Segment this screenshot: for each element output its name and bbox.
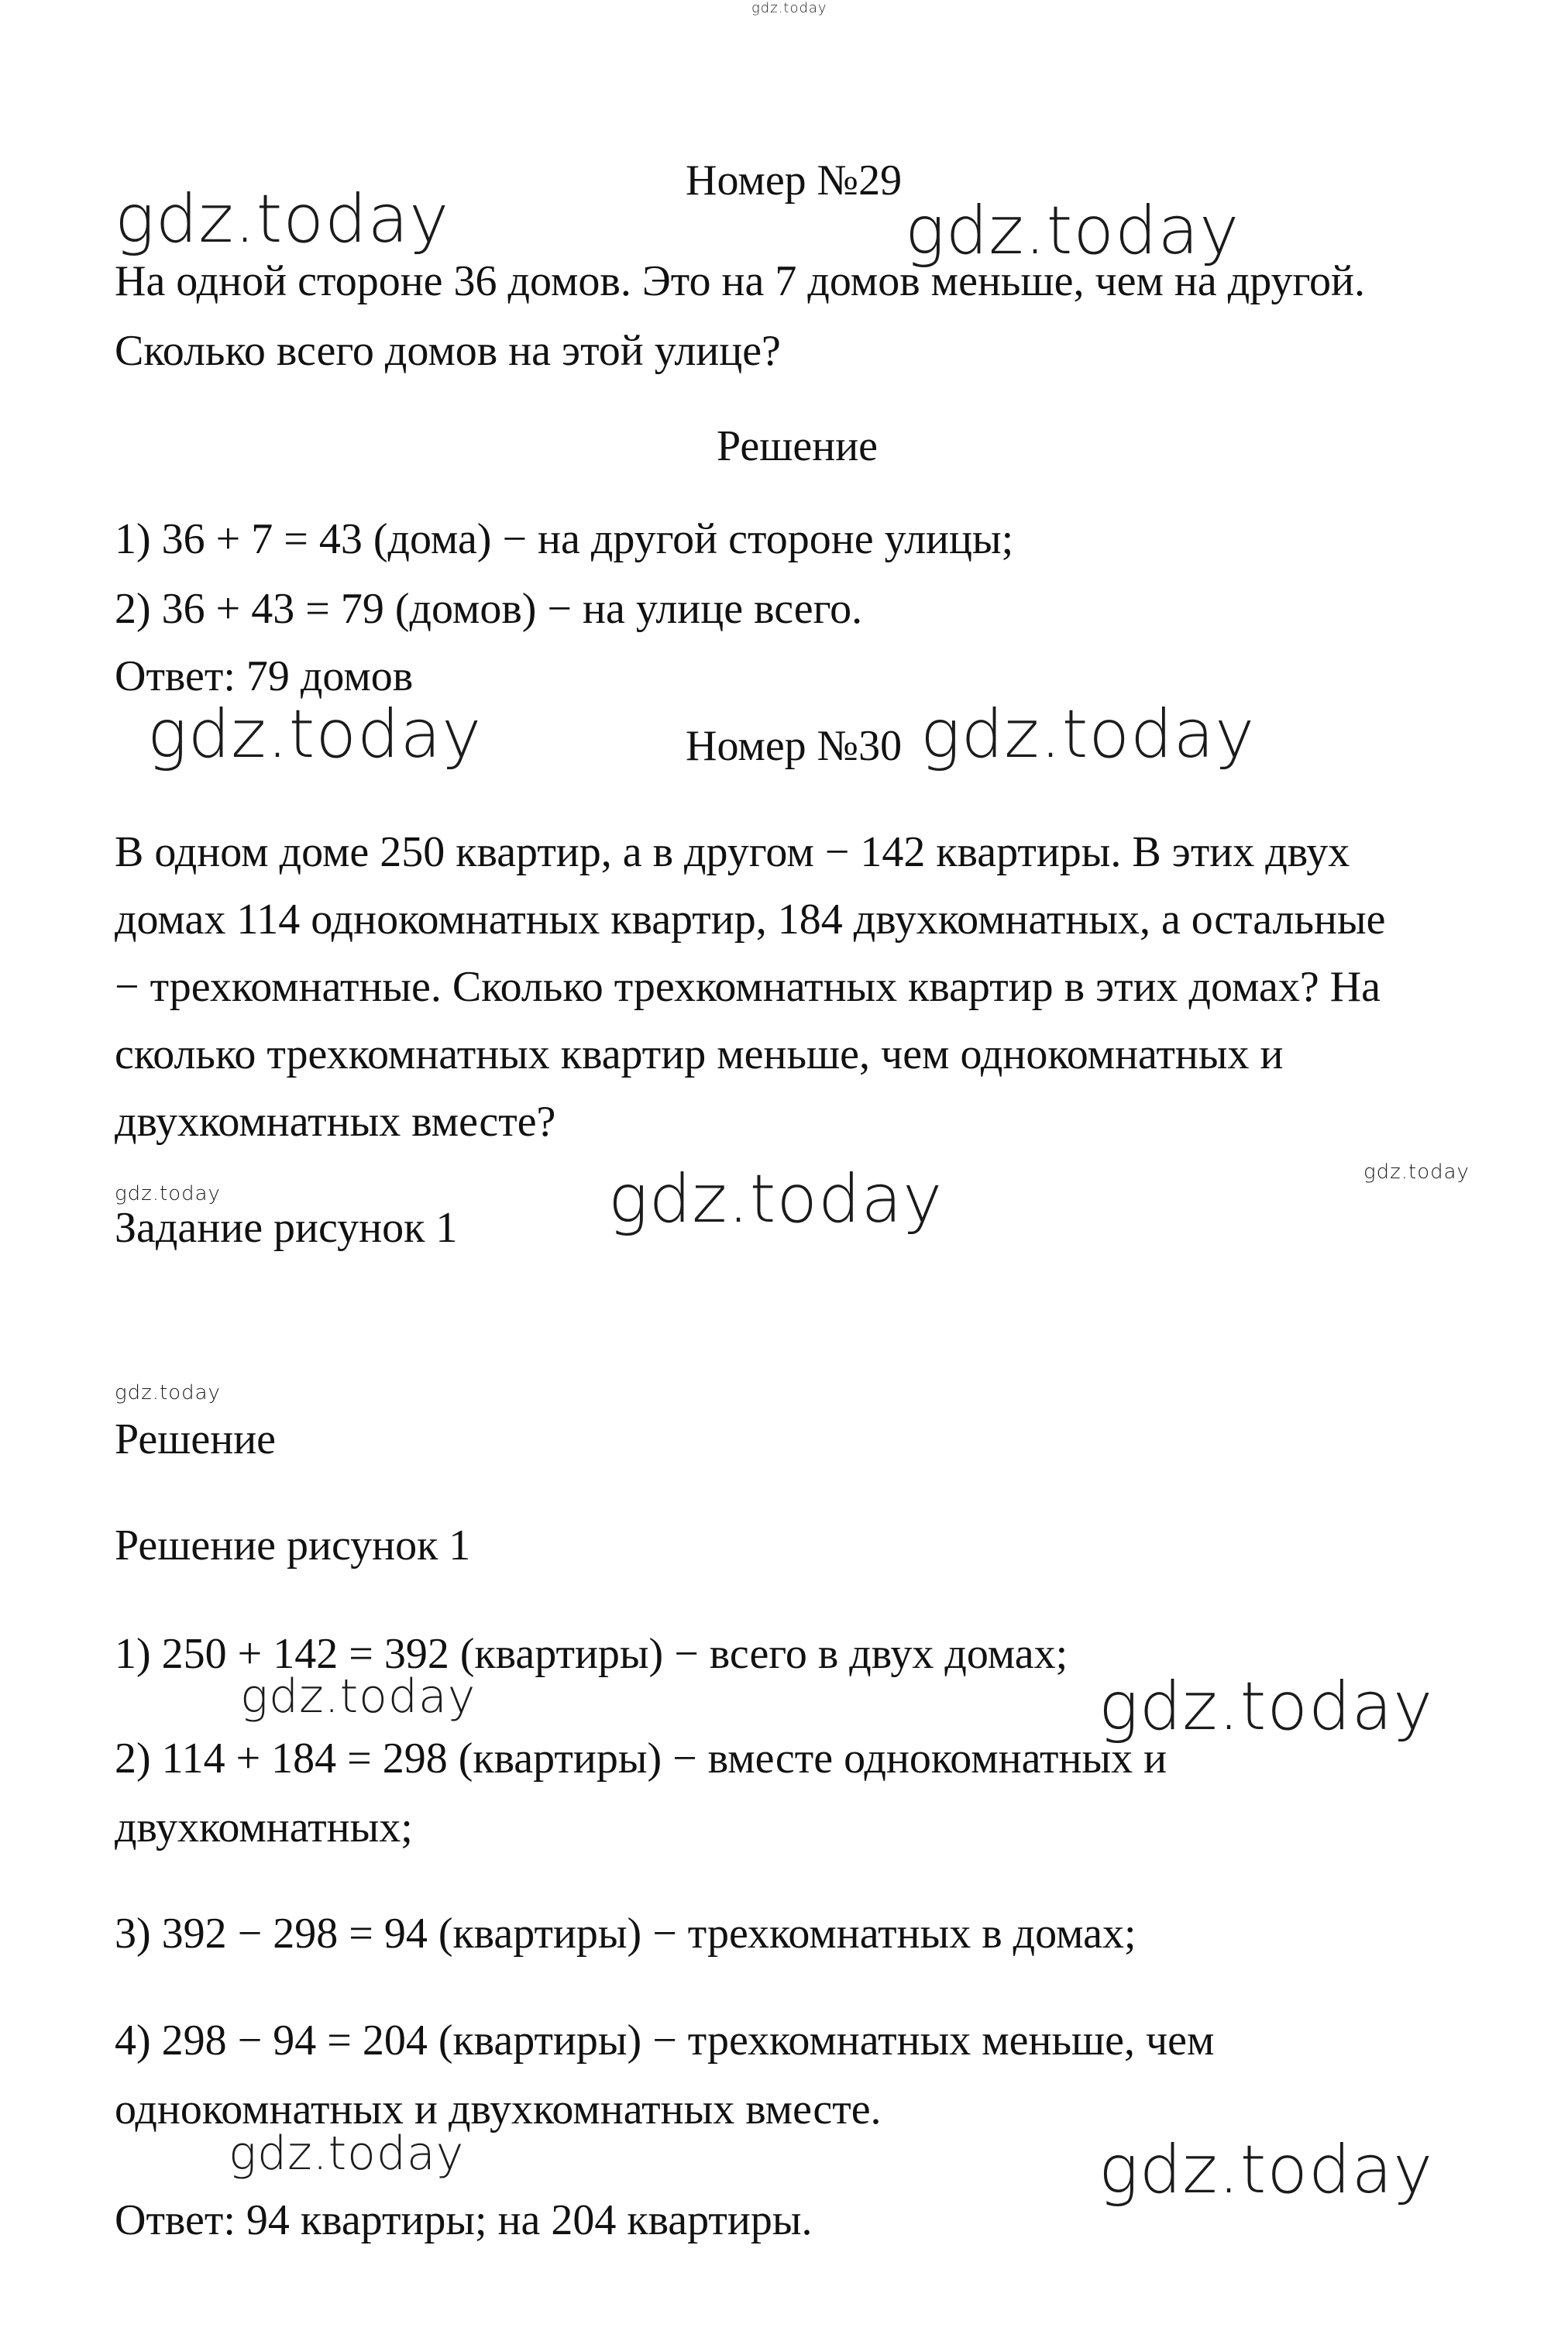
watermark: gdz.today: [608, 1160, 944, 1238]
problem-30-step: однокомнатных и двухкомнатных вместе.: [115, 2085, 882, 2133]
problem-29-answer: Ответ: 79 домов: [115, 652, 414, 700]
problem-30-text-line: двухкомнатных вместе?: [115, 1098, 556, 1146]
problem-30-step: 4) 298 − 94 = 204 (квартиры) − трехкомнатных меньше, чем: [115, 2017, 1215, 2065]
problem-29-text-line: На одной стороне 36 домов. Это на 7 домов меньше, чем на другой.: [115, 257, 1366, 305]
watermark: gdz.today: [920, 696, 1256, 773]
problem-30-step: 2) 114 + 184 = 298 (квартиры) − вместе однокомнатных и: [115, 1735, 1167, 1783]
watermark: gdz.today: [1363, 1160, 1470, 1184]
problem-30-answer: Ответ: 94 квартиры; на 204 квартиры.: [115, 2196, 813, 2244]
problem-29-step: 2) 36 + 43 = 79 (домов) − на улице всего.: [115, 585, 863, 633]
problem-30-text-line: домах 114 однокомнатных квартир, 184 двухкомнатных, а остальные: [115, 896, 1386, 944]
watermark: gdz.today: [1099, 1668, 1434, 1745]
problem-30-text-line: В одном доме 250 квартир, а в другом − 142 квартиры. В этих двух: [115, 828, 1350, 876]
problem-30-text-line: − трехкомнатные. Сколько трехкомнатных квартир в этих домах? На: [115, 963, 1381, 1011]
watermark-top: gdz.today: [751, 0, 827, 16]
problem-29-text-line: Сколько всего домов на этой улице?: [115, 327, 781, 375]
problem-30-step: 1) 250 + 142 = 392 (квартиры) − всего в двух домах;: [115, 1630, 1068, 1678]
problem-29-solution-heading: Решение: [717, 422, 879, 470]
watermark: gdz.today: [115, 1182, 221, 1205]
watermark: gdz.today: [229, 2127, 465, 2181]
problem-29-title: Номер №29: [686, 156, 903, 205]
watermark: gdz.today: [905, 192, 1240, 270]
problem-30-solution-heading: Решение: [115, 1415, 277, 1463]
watermark: gdz.today: [1099, 2131, 1434, 2209]
problem-30-step: 3) 392 − 298 = 94 (квартиры) − трехкомнатных в домах;: [115, 1910, 1136, 1958]
problem-30-title: Номер №30: [686, 722, 903, 770]
problem-30-task-figure-label: Задание рисунок 1: [115, 1204, 458, 1252]
watermark: gdz.today: [147, 696, 483, 773]
problem-29-step: 1) 36 + 7 = 43 (дома) − на другой стороне улицы;: [115, 515, 1014, 563]
watermark: gdz.today: [115, 181, 450, 258]
problem-30-solution-figure-label: Решение рисунок 1: [115, 1521, 471, 1570]
watermark: gdz.today: [115, 1381, 221, 1405]
problem-30-text-line: сколько трехкомнатных квартир меньше, чем однокомнатных и: [115, 1030, 1284, 1078]
problem-30-step: двухкомнатных;: [115, 1803, 413, 1851]
watermark: gdz.today: [240, 1669, 476, 1724]
